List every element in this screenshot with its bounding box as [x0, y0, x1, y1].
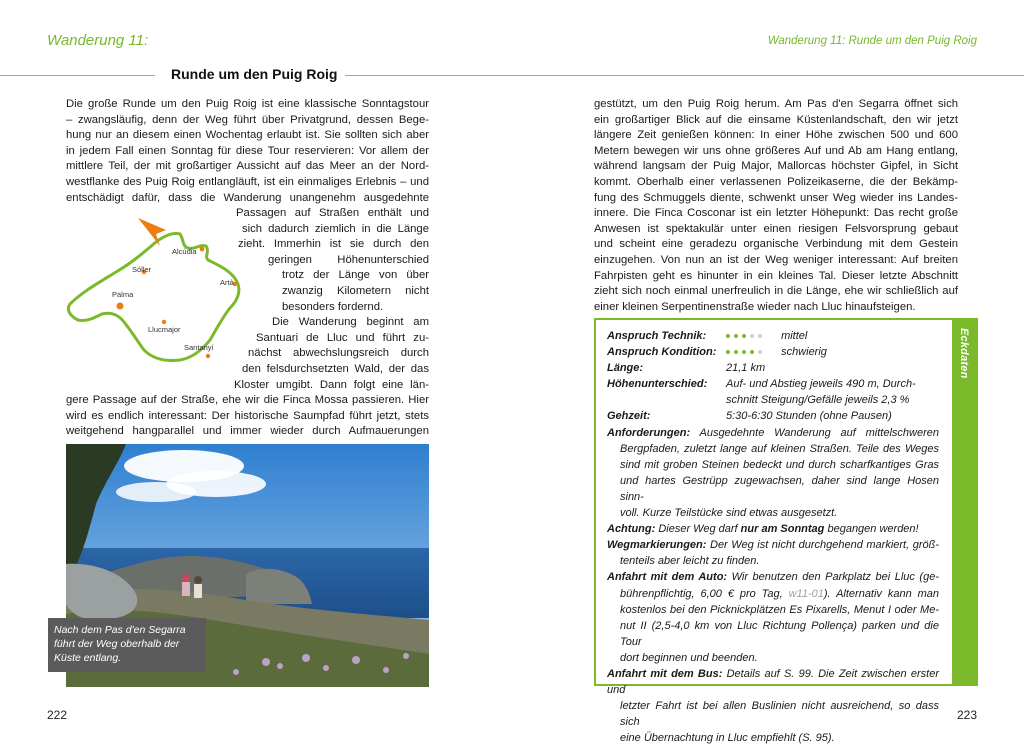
map-label-alcudia: Alcúdia — [172, 247, 197, 256]
city-dot — [117, 303, 124, 310]
page-title: Runde um den Puig Roig — [171, 66, 338, 82]
city-dot — [200, 247, 205, 252]
title-rule-left — [0, 75, 155, 76]
map-label-arta: Artà — [220, 278, 234, 287]
fact-anfahrt-auto — [607, 569, 939, 666]
fact-value — [726, 344, 939, 360]
fact-text: schnitt Steigung/Gefälle jeweils 2,3 % — [726, 394, 910, 407]
fact-text: Ausgedehnte Wanderung auf mittelschweren — [699, 426, 939, 439]
rating-dot-filled — [726, 334, 730, 338]
fact-achtung — [607, 521, 939, 537]
facts-tab-label: Eckdaten — [958, 328, 970, 379]
fact-text: Wir benutzen den Parkplatz bei Lluc (ge- — [731, 571, 939, 584]
map-label-llucmajor: Llucmajor — [148, 325, 181, 334]
text-line: zieht sich noch einmal unerfreulich in die Länge, ehe wir schließlich auf — [594, 285, 958, 298]
text-line: Passagen auf Straßen enthält und — [236, 207, 429, 219]
fact-label: Gehzeit: — [607, 410, 651, 423]
text-line: weitgehend hangparallel und immer wieder durch Aufmauerungen — [66, 425, 429, 438]
fact-text: mittel — [781, 330, 808, 342]
rating-dot-empty — [758, 334, 762, 338]
page-number-right: 223 — [956, 708, 977, 722]
fact-label: Anspruch Technik: — [607, 330, 707, 342]
fact-value — [726, 376, 939, 408]
fact-hoehe — [607, 376, 939, 408]
running-header-right: Wanderung 11: Runde um den Puig Roig — [767, 35, 977, 47]
fact-wegmarkierungen — [607, 537, 939, 569]
text-line: entschädigt dafür, dass die Wanderung unangenehm ausgedehnte — [66, 191, 429, 204]
fact-gehzeit — [607, 408, 939, 424]
fact-text: sind mit groben Steinen bedeckt und durch scharfkantiges Gras — [620, 458, 939, 471]
city-dot — [162, 320, 166, 324]
text-line: kommt. Oberhalb einer verlassenen Polizeikaserne, die der Bekämp- — [594, 175, 958, 188]
text-line: zwanzig Kilometern nicht — [282, 284, 429, 297]
photo-caption: Nach dem Pas d'en Segarra führt der Weg oberhalb der Küste entlang. — [48, 618, 206, 672]
text-line: gestützt, um den Puig Roig herum. Am Pas d'en Segarra öffnet sich — [594, 98, 958, 110]
fact-text: Bergpfaden, zuletzt lange auf kleinen Straßen. Teile des Weges — [620, 442, 939, 455]
text-line: fung des Schmuggels diente, schwenkt unser Weg wieder ins Landes- — [594, 191, 958, 204]
difficulty-dots — [726, 328, 778, 344]
fact-label: Anfahrt mit dem Auto: — [607, 571, 728, 584]
text-line: zieht. Immerhin ist sie durch den — [238, 238, 429, 251]
text-line: Fahrpisten geht es hinunter in ein kleines Tal. Dieser letzte Abschnitt — [594, 269, 958, 282]
island-outline — [68, 233, 238, 360]
text-line: mittlere Teil, der mit großartiger Aussicht auf das Meer an der Nord- — [66, 160, 429, 173]
fact-text: schwierig — [781, 346, 827, 359]
mallorca-map — [60, 212, 250, 372]
text-line: längere Zeit genießen können: In einer Höhe zwischen 500 und 600 — [594, 129, 958, 142]
map-label-palma: Palma — [112, 290, 134, 299]
text-line: Santuari de Lluc und führt zu- — [256, 331, 429, 344]
text-line: nächst abwechslungsreich durch — [248, 347, 429, 360]
fact-kondition — [607, 344, 939, 360]
text-line: innere. Die Finca Cosconar ist ein letzter Höhepunkt: Das recht große — [594, 207, 958, 220]
text-line: westflanke des Puig Roig entlangläuft, ist ein einmaliges Erlebnis – und — [66, 175, 429, 188]
right-text — [594, 97, 958, 315]
fact-text: Details auf S. 99. Die Zeit zwischen erster und — [607, 667, 939, 697]
facts-list — [607, 328, 939, 746]
fact-value — [726, 328, 939, 344]
fact-text: kostenlos bei den Picknickplätzen Es Pixarells, Menut I oder Me- — [620, 603, 939, 616]
rating-dot-filled — [742, 334, 746, 338]
fact-anfahrt-bus — [607, 666, 939, 746]
rating-dot-filled — [726, 350, 730, 354]
left-text-bottom — [66, 393, 429, 440]
text-line: Kloster umgibt. Dann folgt eine län- — [234, 378, 429, 391]
text-line: den felsdurchsetzten Wald, der das — [242, 362, 429, 375]
rating-dot-filled — [750, 350, 754, 354]
text-line: ein großartiger Blick auf die einsame Küstenlandschaft, den wir jetzt — [594, 113, 958, 126]
text-line: – zwangsläufig, denn der Weg führt über Privatgrund, dessen Bege- — [66, 113, 429, 126]
fact-label: Anspruch Kondition: — [607, 346, 717, 359]
text-line: hung nur an diesem einen Wochentag erlaubt ist. Sie sollten sich aber — [66, 129, 429, 142]
title-rule-right — [345, 75, 1024, 76]
fact-technik — [607, 328, 939, 344]
rating-dot-empty — [758, 350, 762, 354]
map-label-soller: Sóller — [132, 265, 152, 274]
rating-dot-filled — [734, 350, 738, 354]
fact-text: und hartes Gestrüpp zugewachsen, daher sind lange Hosen sinn- — [620, 474, 939, 503]
fact-label: Anfahrt mit dem Bus: — [607, 667, 723, 680]
text-line: Metern bewegen wir uns ohne größeres Auf und Ab am Hang entlang, — [594, 144, 958, 157]
facts-tab — [952, 320, 976, 684]
fact-text: Der Weg ist nicht durchgehend markiert, größ- — [710, 539, 939, 552]
fact-label: Höhenunterschied: — [607, 378, 708, 391]
text-line: einzugehen. Von nun an ist der Weg weniger interessant: Auf breiten — [594, 253, 958, 266]
text-line: einer kleinen Serpentinenstraße wieder nach Lluc hinaufsteigen. — [594, 300, 916, 313]
waypoint-code: w11-01 — [788, 587, 824, 600]
page-number-left: 222 — [47, 708, 68, 722]
fact-label: Länge: — [607, 362, 644, 375]
text-line: Die große Runde um den Puig Roig ist eine klassische Sonntagstour — [66, 98, 429, 110]
fact-text: voll. Kurze Teilstücke sind etwas ausgesetzt. — [620, 507, 838, 520]
fact-text: ). Alternativ kann man — [823, 587, 939, 600]
text-line: in jedem Fall einen Sonntag für diese Tour reservieren: Vor allem der — [66, 144, 429, 157]
fact-text: eine Übernachtung in Lluc empfiehlt (S. 95). — [620, 732, 835, 745]
fact-text: 21,1 km — [726, 362, 766, 375]
fact-emphasis: nur am Sonntag — [740, 523, 825, 536]
fact-text: begangen werden! — [827, 523, 919, 536]
text-line: trotz der Länge von über — [282, 269, 429, 282]
text-line: und scheint eine geradezu organische Verbindung mit dem Gestein — [594, 238, 958, 251]
fact-text: nut II (2,5-4,0 km von Lluc Richtung Pollença) parken und die Tour — [620, 619, 939, 648]
text-line: besonders fordernd. — [282, 300, 384, 313]
fact-text: dort beginnen und beenden. — [620, 651, 758, 664]
difficulty-dots — [726, 344, 778, 360]
fact-text: tenteils aber leicht zu finden. — [620, 555, 760, 568]
map-label-santanyi: Santanyí — [184, 343, 214, 352]
fact-text: bührenpflichtig, 6,00 € pro Tag, — [620, 587, 783, 600]
left-text-intro — [66, 97, 429, 206]
rating-dot-filled — [734, 334, 738, 338]
fact-text: Dieser Weg darf — [658, 523, 738, 536]
text-line: geringen Höhenunterschied — [268, 253, 429, 266]
text-line: sich dadurch ziemlich in die Länge — [242, 222, 429, 235]
fact-laenge — [607, 360, 939, 376]
running-header-left: Wanderung 11: — [47, 32, 149, 49]
fact-label: Anforderungen: — [607, 426, 691, 439]
text-line: während langsam der Puig Major, Mallorcas höchster Gipfel, in Sicht — [594, 160, 958, 173]
rating-dot-empty — [750, 334, 754, 338]
fact-text: 5:30-6:30 Stunden (ohne Pausen) — [726, 410, 892, 423]
text-line: gere Passage auf der Straße, ehe wir die Finca Mossa passieren. Hier — [66, 394, 429, 406]
fact-text: Auf- und Abstieg jeweils 490 m, Durch- — [726, 378, 916, 391]
text-line: wird es endlich interessant: Der historische Saumpfad führt jetzt, stets — [66, 409, 429, 422]
text-line: Anwesen ist spektakulär unter einen riesigen Felsvorsprung gebaut — [594, 222, 958, 235]
rating-dot-filled — [742, 350, 746, 354]
fact-anforderungen — [607, 425, 939, 522]
city-dot — [206, 354, 210, 358]
fact-label: Achtung: — [607, 523, 656, 536]
fact-label: Wegmarkierungen: — [607, 539, 707, 552]
text-line: Die Wanderung beginnt am — [272, 316, 429, 329]
fact-text: letzter Fahrt ist bei allen Buslinien nicht ausreichend, so dass sich — [620, 700, 939, 729]
